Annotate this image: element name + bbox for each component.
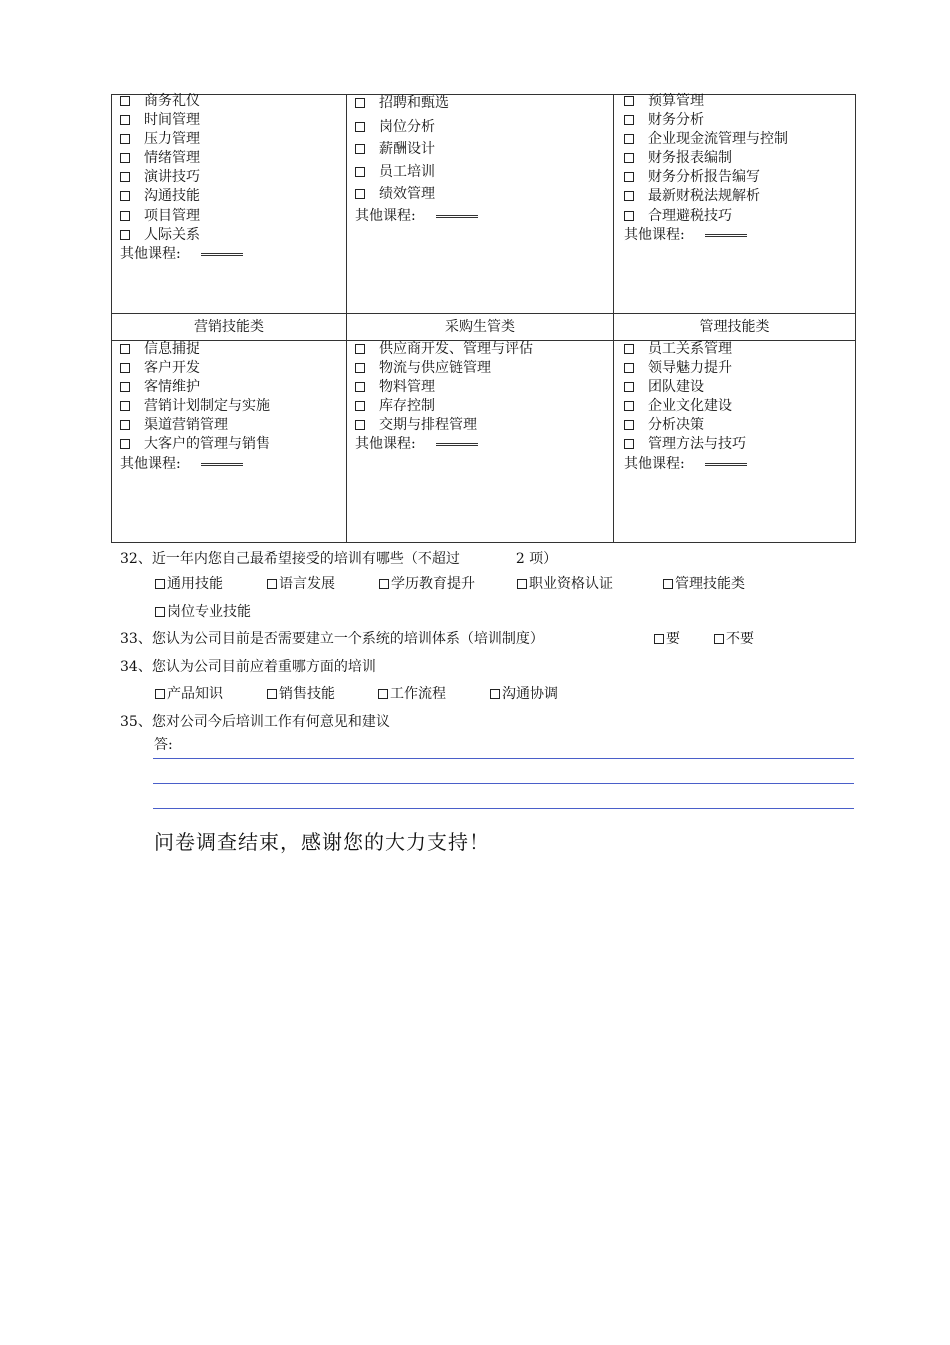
checkbox-icon[interactable] [624, 420, 634, 430]
checkbox-icon[interactable] [120, 96, 130, 106]
course-option[interactable]: 客户开发 [120, 359, 200, 377]
course-option[interactable]: 招聘和甄选 [355, 94, 449, 112]
course-option[interactable]: 企业文化建设 [624, 397, 732, 415]
checkbox-icon[interactable] [490, 689, 500, 699]
course-option[interactable]: 员工培训 [355, 163, 435, 181]
course-option[interactable]: 物流与供应链管理 [355, 359, 491, 377]
checkbox-icon[interactable] [355, 401, 365, 411]
checkbox-icon[interactable] [355, 144, 365, 154]
checkbox-icon[interactable] [624, 439, 634, 449]
checkbox-icon[interactable] [355, 189, 365, 199]
course-option[interactable]: 沟通技能 [120, 187, 200, 205]
course-option[interactable]: 财务分析 [624, 111, 704, 129]
course-option[interactable]: 管理方法与技巧 [624, 435, 746, 453]
course-option[interactable]: 时间管理 [120, 111, 200, 129]
q32-option[interactable]: 通用技能 [155, 574, 223, 594]
question-33: 33、您认为公司目前是否需要建立一个系统的培训体系（培训制度） [120, 631, 544, 647]
table-right-border [855, 94, 856, 543]
checkbox-icon[interactable] [120, 172, 130, 182]
other-course-blank[interactable] [705, 226, 747, 237]
q34-option[interactable]: 销售技能 [267, 684, 335, 704]
course-option[interactable]: 财务报表编制 [624, 149, 732, 167]
other-courses: 其他课程: [120, 245, 243, 263]
course-option[interactable]: 预算管理 [624, 92, 704, 110]
q32-option[interactable]: 管理技能类 [663, 574, 745, 594]
checkbox-icon[interactable] [120, 115, 130, 125]
checkbox-icon[interactable] [624, 211, 634, 221]
checkbox-icon[interactable] [120, 153, 130, 163]
course-option[interactable]: 交期与排程管理 [355, 416, 477, 434]
question-32: 32、近一年内您自己最希望接受的培训有哪些（不超过 2 项） [120, 551, 558, 567]
header-procurement: 采购生管类 [445, 319, 515, 335]
checkbox-icon[interactable] [120, 230, 130, 240]
q32-option[interactable]: 学历教育提升 [379, 574, 475, 594]
checkbox-icon[interactable] [267, 689, 277, 699]
other-courses: 其他课程: [624, 226, 747, 244]
checkbox-icon[interactable] [355, 363, 365, 373]
header-marketing: 营销技能类 [194, 319, 264, 335]
checkbox-icon[interactable] [624, 344, 634, 354]
course-option[interactable]: 信息捕捉 [120, 340, 200, 358]
other-courses: 其他课程: [624, 455, 747, 473]
checkbox-icon[interactable] [355, 122, 365, 132]
other-course-blank[interactable] [705, 455, 747, 466]
q32-option[interactable]: 职业资格认证 [517, 574, 613, 594]
course-option[interactable]: 岗位分析 [355, 118, 435, 136]
checkbox-icon[interactable] [120, 382, 130, 392]
q34-option[interactable]: 沟通协调 [490, 684, 558, 704]
q33-option-no[interactable]: 不要 [714, 629, 754, 649]
checkbox-icon[interactable] [355, 98, 365, 108]
course-option[interactable]: 财务分析报告编写 [624, 168, 760, 186]
q34-option[interactable]: 产品知识 [155, 684, 223, 704]
checkbox-icon[interactable] [663, 579, 673, 589]
checkbox-icon[interactable] [624, 115, 634, 125]
table-header-top-border [111, 313, 856, 314]
course-option[interactable]: 客情维护 [120, 378, 200, 396]
checkbox-icon[interactable] [517, 579, 527, 589]
checkbox-icon[interactable] [120, 363, 130, 373]
answer-label: 答: [154, 737, 173, 753]
checkbox-icon[interactable] [355, 167, 365, 177]
q33-option-yes[interactable]: 要 [654, 629, 680, 649]
course-option[interactable]: 人际关系 [120, 226, 200, 244]
other-course-blank[interactable] [201, 245, 243, 256]
question-35: 35、您对公司今后培训工作有何意见和建议 [120, 714, 390, 730]
q32-option[interactable]: 语言发展 [267, 574, 335, 594]
course-option[interactable]: 项目管理 [120, 207, 200, 225]
course-option[interactable]: 物料管理 [355, 378, 435, 396]
checkbox-icon[interactable] [624, 363, 634, 373]
checkbox-icon[interactable] [120, 191, 130, 201]
other-course-blank[interactable] [201, 455, 243, 466]
course-option[interactable]: 分析决策 [624, 416, 704, 434]
course-option[interactable]: 库存控制 [355, 397, 435, 415]
checkbox-icon[interactable] [379, 579, 389, 589]
other-courses: 其他课程: [355, 435, 478, 453]
checkbox-icon[interactable] [120, 211, 130, 221]
course-option[interactable]: 渠道营销管理 [120, 416, 228, 434]
course-option[interactable]: 团队建设 [624, 378, 704, 396]
other-courses: 其他课程: [120, 455, 243, 473]
checkbox-icon[interactable] [654, 634, 664, 644]
other-course-blank[interactable] [436, 207, 478, 218]
course-option[interactable]: 营销计划制定与实施 [120, 397, 270, 415]
table-bottom-border [111, 542, 856, 543]
course-option[interactable]: 员工关系管理 [624, 340, 732, 358]
checkbox-icon[interactable] [624, 153, 634, 163]
course-option[interactable]: 绩效管理 [355, 185, 435, 203]
checkbox-icon[interactable] [714, 634, 724, 644]
course-option[interactable]: 大客户的管理与销售 [120, 435, 270, 453]
checkbox-icon[interactable] [120, 439, 130, 449]
course-option[interactable]: 最新财税法规解析 [624, 187, 760, 205]
q32-option[interactable]: 岗位专业技能 [155, 602, 251, 622]
checkbox-icon[interactable] [624, 382, 634, 392]
checkbox-icon[interactable] [120, 344, 130, 354]
answer-line-3[interactable] [153, 808, 854, 809]
checkbox-icon[interactable] [624, 401, 634, 411]
answer-line-2[interactable] [153, 783, 854, 784]
checkbox-icon[interactable] [624, 134, 634, 144]
course-option[interactable]: 压力管理 [120, 130, 200, 148]
course-option[interactable]: 情绪管理 [120, 149, 200, 167]
course-option[interactable]: 合理避税技巧 [624, 207, 732, 225]
checkbox-icon[interactable] [355, 382, 365, 392]
answer-line-1[interactable] [153, 758, 854, 759]
course-option[interactable]: 演讲技巧 [120, 168, 200, 186]
checkbox-icon[interactable] [355, 344, 365, 354]
course-option[interactable]: 企业现金流管理与控制 [624, 130, 788, 148]
course-option[interactable]: 薪酬设计 [355, 140, 435, 158]
checkbox-icon[interactable] [120, 401, 130, 411]
question-34: 34、您认为公司目前应着重哪方面的培训 [120, 659, 376, 675]
closing-message: 问卷调查结束，感谢您的大力支持！ [154, 830, 490, 854]
checkbox-icon[interactable] [378, 689, 388, 699]
course-option[interactable]: 领导魅力提升 [624, 359, 732, 377]
other-course-blank[interactable] [436, 435, 478, 446]
checkbox-icon[interactable] [267, 579, 277, 589]
checkbox-icon[interactable] [624, 96, 634, 106]
checkbox-icon[interactable] [155, 579, 165, 589]
table-top-border [111, 94, 856, 95]
course-option[interactable]: 商务礼仪 [120, 92, 200, 110]
checkbox-icon[interactable] [155, 689, 165, 699]
q34-option[interactable]: 工作流程 [378, 684, 446, 704]
header-management: 管理技能类 [699, 319, 770, 335]
checkbox-icon[interactable] [355, 420, 365, 430]
checkbox-icon[interactable] [120, 134, 130, 144]
checkbox-icon[interactable] [155, 607, 165, 617]
checkbox-icon[interactable] [624, 172, 634, 182]
other-courses: 其他课程: [355, 207, 478, 225]
checkbox-icon[interactable] [120, 420, 130, 430]
checkbox-icon[interactable] [624, 191, 634, 201]
course-option[interactable]: 供应商开发、管理与评估 [355, 340, 533, 358]
